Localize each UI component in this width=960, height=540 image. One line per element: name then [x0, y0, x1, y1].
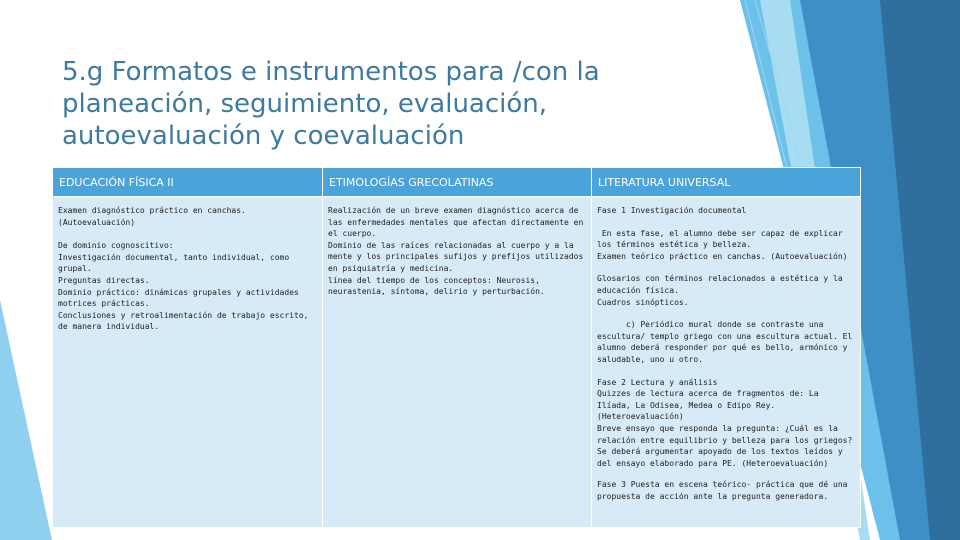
header-educacion-fisica: EDUCACIÓN FÍSICA II: [53, 168, 323, 197]
cell-text: De dominio cognoscitivo: Investigación documental, tanto individual, como grupal. Preguntas directas. Dominio práctico: dinámicas grupales y actividades motrices prácticas. Conclusiones y retroalimentación de trabajo escrito, de manera individual.: [58, 241, 309, 332]
header-etimologias: ETIMOLOGÍAS GRECOLATINAS: [323, 168, 592, 197]
cell-educacion-fisica: [53, 197, 323, 528]
header-literatura: LITERATURA UNIVERSAL: [592, 168, 861, 197]
cell-text: Examen diagnóstico práctico en canchas. (Autoevaluación): [58, 206, 246, 227]
title-line-1: 5.g Formatos e instrumentos para /con la: [62, 57, 600, 87]
cell-literatura: [592, 197, 861, 528]
cell-text: En esta fase, el alumno debe ser capaz de explicar los términos estética y belleza. Examen teórico práctico en canchas. (Autoevaluación): [597, 228, 848, 261]
cell-text: Glosarios con términos relacionados a estética y la educación física. Cuadros sinópticos.: [597, 274, 843, 307]
cell-text: Fase 3 Puesta en escena teórico- práctica que dé una propuesta de acción ante la pregunta generadora.: [597, 480, 853, 501]
evaluation-table: [52, 167, 861, 528]
cell-text: Fase 1 Investigación documental: [597, 206, 747, 215]
cell-text: Realización de un breve examen diagnóstico acerca de las enfermedades mentales que afectan directamente en el cuerpo. Dominio de las raíces relacionadas al cuerpo y a la mente y los principales sufijos y prefijos utilizados en psiquiatría y medicina. línea del tiempo de los conceptos: Neurosis, neurastenia, síntoma, delirio y perturbación.: [328, 206, 584, 297]
deco-left-bottom-shape: [0, 300, 52, 540]
page-title: [62, 56, 762, 152]
cell-etimologias: [323, 197, 592, 528]
table-header-row: [53, 168, 861, 197]
title-line-3: autoevaluación y coevaluación: [62, 121, 465, 151]
title-line-2: planeación, seguimiento, evaluación,: [62, 89, 548, 119]
table-row: [53, 197, 861, 528]
cell-text: c) Periódico mural donde se contraste una escultura/ templo griego con una escultura actual. El alumno deberá responder por qué es bello, armónico y saludable, uno u otro.: [597, 320, 858, 364]
cell-text: Fase 2 Lectura y análisis Quizzes de lectura acerca de fragmentos de: La Ilíada, La Odisea, Medea o Edipo Rey. (Heteroevaluación) Breve ensayo que responda la pregunta: ¿Cuál es la relación entre equilibrio y belleza para los griegos? Se deberá argumentar apoyado de los textos leídos y del ensayo elaborado para PE. (Heteroevaluación): [597, 377, 853, 468]
